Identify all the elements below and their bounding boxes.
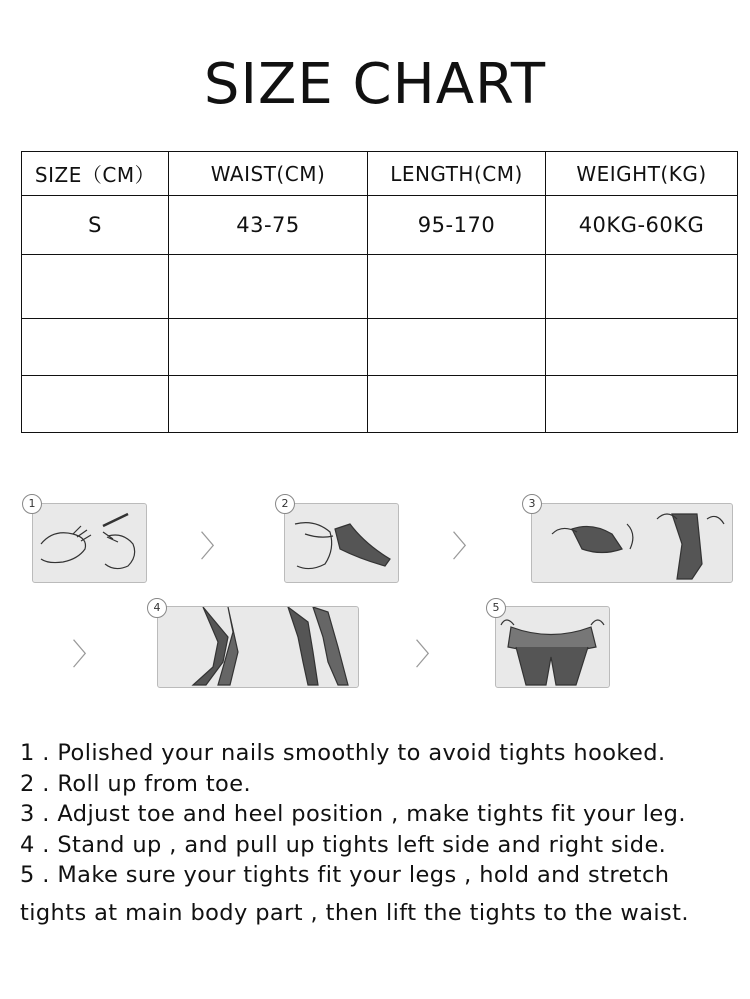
step-number-badge-5: 5 bbox=[486, 598, 506, 618]
step-arrow-icon: 〉 bbox=[415, 638, 445, 673]
table-cell: 40KG-60KG bbox=[546, 196, 738, 255]
step-arrow-icon: 〉 bbox=[452, 530, 482, 565]
instruction-line: 3 . Adjust toe and heel position , make tights fit your leg. bbox=[20, 801, 686, 827]
step-number-badge-2: 2 bbox=[275, 494, 295, 514]
step-1-illustration bbox=[32, 503, 147, 583]
size-table bbox=[21, 151, 738, 433]
table-cell bbox=[22, 376, 169, 433]
table-cell: S bbox=[22, 196, 169, 255]
table-cell bbox=[368, 376, 546, 433]
step-number-badge-3: 3 bbox=[522, 494, 542, 514]
standing-legs-icon bbox=[158, 607, 358, 687]
table-cell bbox=[169, 255, 368, 319]
foot-tights-icon bbox=[285, 504, 398, 582]
table-cell bbox=[546, 319, 738, 376]
waist-tights-icon bbox=[496, 607, 609, 687]
instruction-line: 2 . Roll up from toe. bbox=[20, 770, 252, 797]
table-cell bbox=[546, 255, 738, 319]
header-cell-weight: WEIGHT(KG) bbox=[546, 152, 738, 196]
step-2-illustration bbox=[284, 503, 399, 583]
instruction-line: 4 . Stand up , and pull up tights left side and right side. bbox=[20, 831, 667, 858]
table-cell: 43-75 bbox=[169, 196, 368, 255]
step-arrow-icon: 〉 bbox=[72, 638, 102, 673]
header-cell-length: LENGTH(CM) bbox=[368, 152, 546, 196]
table-header-row bbox=[22, 152, 738, 196]
table-cell bbox=[22, 319, 169, 376]
instructions bbox=[20, 738, 740, 928]
step-3-illustration bbox=[531, 503, 733, 583]
adjust-tights-icon bbox=[532, 504, 732, 582]
table-cell bbox=[22, 255, 169, 319]
step-5-illustration bbox=[495, 606, 610, 688]
step-arrow-icon: 〉 bbox=[200, 530, 230, 565]
table-cell bbox=[368, 319, 546, 376]
table-row bbox=[22, 319, 738, 376]
hands-nail-file-icon bbox=[33, 504, 146, 582]
page-title: SIZE CHART bbox=[203, 52, 547, 117]
table-cell bbox=[368, 255, 546, 319]
step-4-illustration bbox=[157, 606, 359, 688]
instruction-line: 1 . Polished your nails smoothly to avoid tights hooked. bbox=[20, 740, 666, 766]
table-row bbox=[22, 196, 738, 255]
step-number-badge-1: 1 bbox=[22, 494, 42, 514]
instruction-line: tights at main body part , then lift the tights to the waist. bbox=[20, 899, 689, 926]
table-cell bbox=[169, 319, 368, 376]
instruction-line: 5 . Make sure your tights fit your legs , hold and stretch bbox=[20, 862, 670, 888]
table-cell bbox=[169, 376, 368, 433]
header-cell-size: SIZE（CM） bbox=[22, 152, 169, 196]
table-cell: 95-170 bbox=[368, 196, 546, 255]
header-cell-waist: WAIST(CM) bbox=[169, 152, 368, 196]
table-cell bbox=[546, 376, 738, 433]
step-number-badge-4: 4 bbox=[147, 598, 167, 618]
table-row bbox=[22, 376, 738, 433]
table-row bbox=[22, 255, 738, 319]
